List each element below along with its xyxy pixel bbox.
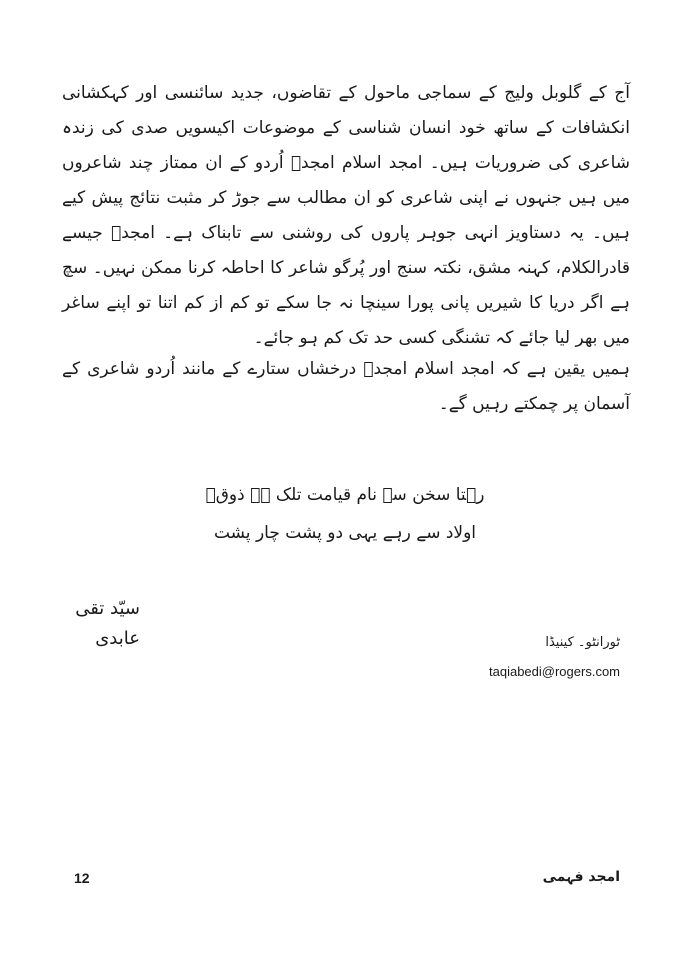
footer-book-title: امجد فہمی (542, 869, 620, 885)
author-email: taqiabedi@rogers.com (489, 664, 620, 679)
body-paragraph-1: آج کے گلوبل ولیج کے سماجی ماحول کے تقاضوں، جدید سائنسی اور کہکشانی انکشافات کے ساتھ خود انسان شناسی کے موضوعات اکیسویں صدی کی زندہ شاعری کی ضروریات ہیں۔ امجد اسلام امجدؔ اُردو کے ان ممتاز چند شاعروں میں ہیں جنہوں نے اپنی شاعری کو ان مطالب سے جوڑ کر مثبت نتائج پیش کیے ہیں۔ یہ دستاویز انہی جوہر پاروں کی روشنی سے تابناک ہے۔ امجدؔ جیسے قادرالکلام، کہنہ مشق، نکتہ سنج اور پُرگو شاعر کا احاطہ کرنا ممکن نہیں۔ سچ ہے اگر دریا کا شیریں پانی پورا سینچا نہ جا سکے تو کم از کم اتنا تو اپنے ساغر میں بھر لیا جائے کہ تشنگی کسی حد تک کم ہو جائے۔ (62, 83, 630, 348)
body-paragraph-2: ہمیں یقین ہے کہ امجد اسلام امجدؔ درخشاں ستارے کے مانند اُردو شاعری کے آسمان پر چمکتے رہیں گے۔ (62, 359, 630, 414)
couplet-line-2: اولاد سے رہے یہی دو پشت چار پشت (213, 523, 477, 543)
author-location: ٹورانٹو۔ کینیڈا (545, 635, 620, 650)
couplet-line-1: رہتا سخن سے نام قیامت تلک ہے ذوقؔ (205, 485, 485, 505)
author-signature: سیّد تقی عابدی (75, 598, 140, 649)
page-number: 12 (74, 870, 90, 886)
